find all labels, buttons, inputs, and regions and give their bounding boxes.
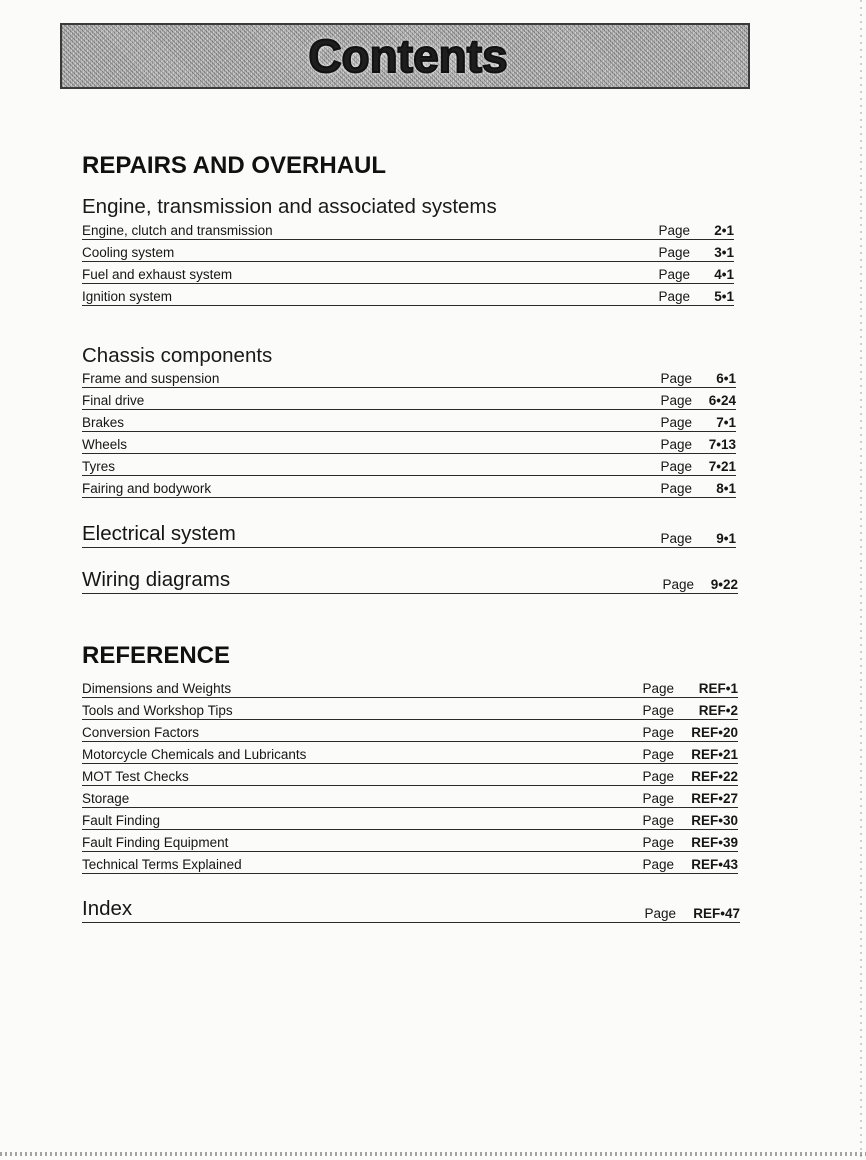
toc-entry-label: Fuel and exhaust system <box>82 267 233 282</box>
toc-row[interactable] <box>82 830 738 852</box>
page-number: 7•1 <box>716 415 736 430</box>
page-word: Page <box>642 769 674 784</box>
toc-entry-label: Fault Finding Equipment <box>82 835 229 850</box>
page-word: Page <box>642 725 674 740</box>
toc-entry-label: Frame and suspension <box>82 371 220 386</box>
toc-row[interactable] <box>82 432 736 454</box>
page-number: REF•21 <box>691 747 738 762</box>
page-word: Page <box>660 415 692 430</box>
toc-row[interactable] <box>82 262 734 284</box>
toc-entry-label: Ignition system <box>82 289 173 304</box>
part-heading-repairs: REPAIRS AND OVERHAUL <box>82 152 387 179</box>
toc-entry-label: Conversion Factors <box>82 725 200 740</box>
toc-entry-label: Brakes <box>82 415 125 430</box>
page-number: 6•1 <box>716 371 736 386</box>
page-word: Page <box>642 813 674 828</box>
scan-edge-right <box>860 0 862 1160</box>
toc-entry-label: Motorcycle Chemicals and Lubricants <box>82 747 307 762</box>
toc-row[interactable] <box>82 852 738 874</box>
page-number: REF•1 <box>698 681 738 696</box>
page-word: Page <box>642 791 674 806</box>
page-word: Page <box>642 747 674 762</box>
page-number: 2•1 <box>714 223 734 238</box>
section-heading-chassis: Chassis components <box>82 344 273 367</box>
page-number: 7•21 <box>708 459 736 474</box>
page-word: Page <box>642 835 674 850</box>
page-number: 6•24 <box>708 393 736 408</box>
part-heading-reference: REFERENCE <box>82 642 231 669</box>
toc-entry-label: Storage <box>82 791 130 806</box>
page-word: Page <box>658 289 690 304</box>
page-number: 8•1 <box>716 481 736 496</box>
toc-row[interactable] <box>82 454 736 476</box>
toc-entry-label: Fault Finding <box>82 813 161 828</box>
page-word: Page <box>642 703 674 718</box>
page-word: Page <box>662 577 694 592</box>
toc-row-wiring[interactable] <box>82 566 738 594</box>
toc-entry-label: Dimensions and Weights <box>82 681 232 696</box>
page-word: Page <box>644 906 676 921</box>
page-number: REF•27 <box>691 791 738 806</box>
toc-entry-label: Tools and Workshop Tips <box>82 703 233 718</box>
toc-row[interactable] <box>82 676 738 698</box>
page-word: Page <box>660 371 692 386</box>
toc-row[interactable] <box>82 240 734 262</box>
page-number: 3•1 <box>714 245 734 260</box>
toc-entry-label: Wiring diagrams <box>82 568 231 591</box>
page-number: REF•30 <box>691 813 738 828</box>
toc-row[interactable] <box>82 366 736 388</box>
toc-row[interactable] <box>82 720 738 742</box>
toc-entry-label: Tyres <box>82 459 116 474</box>
page-word: Page <box>642 681 674 696</box>
page-word: Page <box>660 459 692 474</box>
toc-row[interactable] <box>82 698 738 720</box>
page-number: 9•1 <box>716 531 736 546</box>
toc-entry-label: Index <box>82 897 133 920</box>
toc-row[interactable] <box>82 764 738 786</box>
toc-entry-label: Wheels <box>82 437 128 452</box>
scan-edge-bottom <box>0 1152 866 1156</box>
page-number: REF•43 <box>691 857 738 872</box>
page-word: Page <box>642 857 674 872</box>
page-number: REF•22 <box>691 769 738 784</box>
page-word: Page <box>658 245 690 260</box>
toc-entry-label: Fairing and bodywork <box>82 481 212 496</box>
page-word: Page <box>660 437 692 452</box>
section-heading-engine: Engine, transmission and associated systems <box>82 195 497 218</box>
page-word: Page <box>658 267 690 282</box>
page-number: REF•39 <box>691 835 738 850</box>
toc-row[interactable] <box>82 218 734 240</box>
page-title: Contents <box>308 30 508 82</box>
toc-row[interactable] <box>82 388 736 410</box>
toc-row[interactable] <box>82 786 738 808</box>
toc-row[interactable] <box>82 476 736 498</box>
toc-row-index[interactable] <box>82 895 740 923</box>
toc-entry-label: Cooling system <box>82 245 175 260</box>
page-number: 7•13 <box>708 437 736 452</box>
page-word: Page <box>660 481 692 496</box>
page-word: Page <box>660 393 692 408</box>
toc-entry-label: Final drive <box>82 393 145 408</box>
page-word: Page <box>658 223 690 238</box>
page-number: 9•22 <box>710 577 738 592</box>
toc-row[interactable] <box>82 410 736 432</box>
page-number: REF•47 <box>693 906 740 921</box>
toc-row[interactable] <box>82 808 738 830</box>
contents-banner <box>60 23 750 89</box>
page-number: REF•20 <box>691 725 738 740</box>
page-word: Page <box>660 531 692 546</box>
page-number: 4•1 <box>714 267 734 282</box>
toc-entry-label: Electrical system <box>82 522 236 545</box>
page-number: 5•1 <box>714 289 734 304</box>
toc-entry-label: MOT Test Checks <box>82 769 189 784</box>
toc-row-electrical[interactable] <box>82 520 736 548</box>
toc-entry-label: Engine, clutch and transmission <box>82 223 273 238</box>
toc-row[interactable] <box>82 742 738 764</box>
toc-row[interactable] <box>82 284 734 306</box>
page-number: REF•2 <box>698 703 738 718</box>
toc-entry-label: Technical Terms Explained <box>82 857 242 872</box>
